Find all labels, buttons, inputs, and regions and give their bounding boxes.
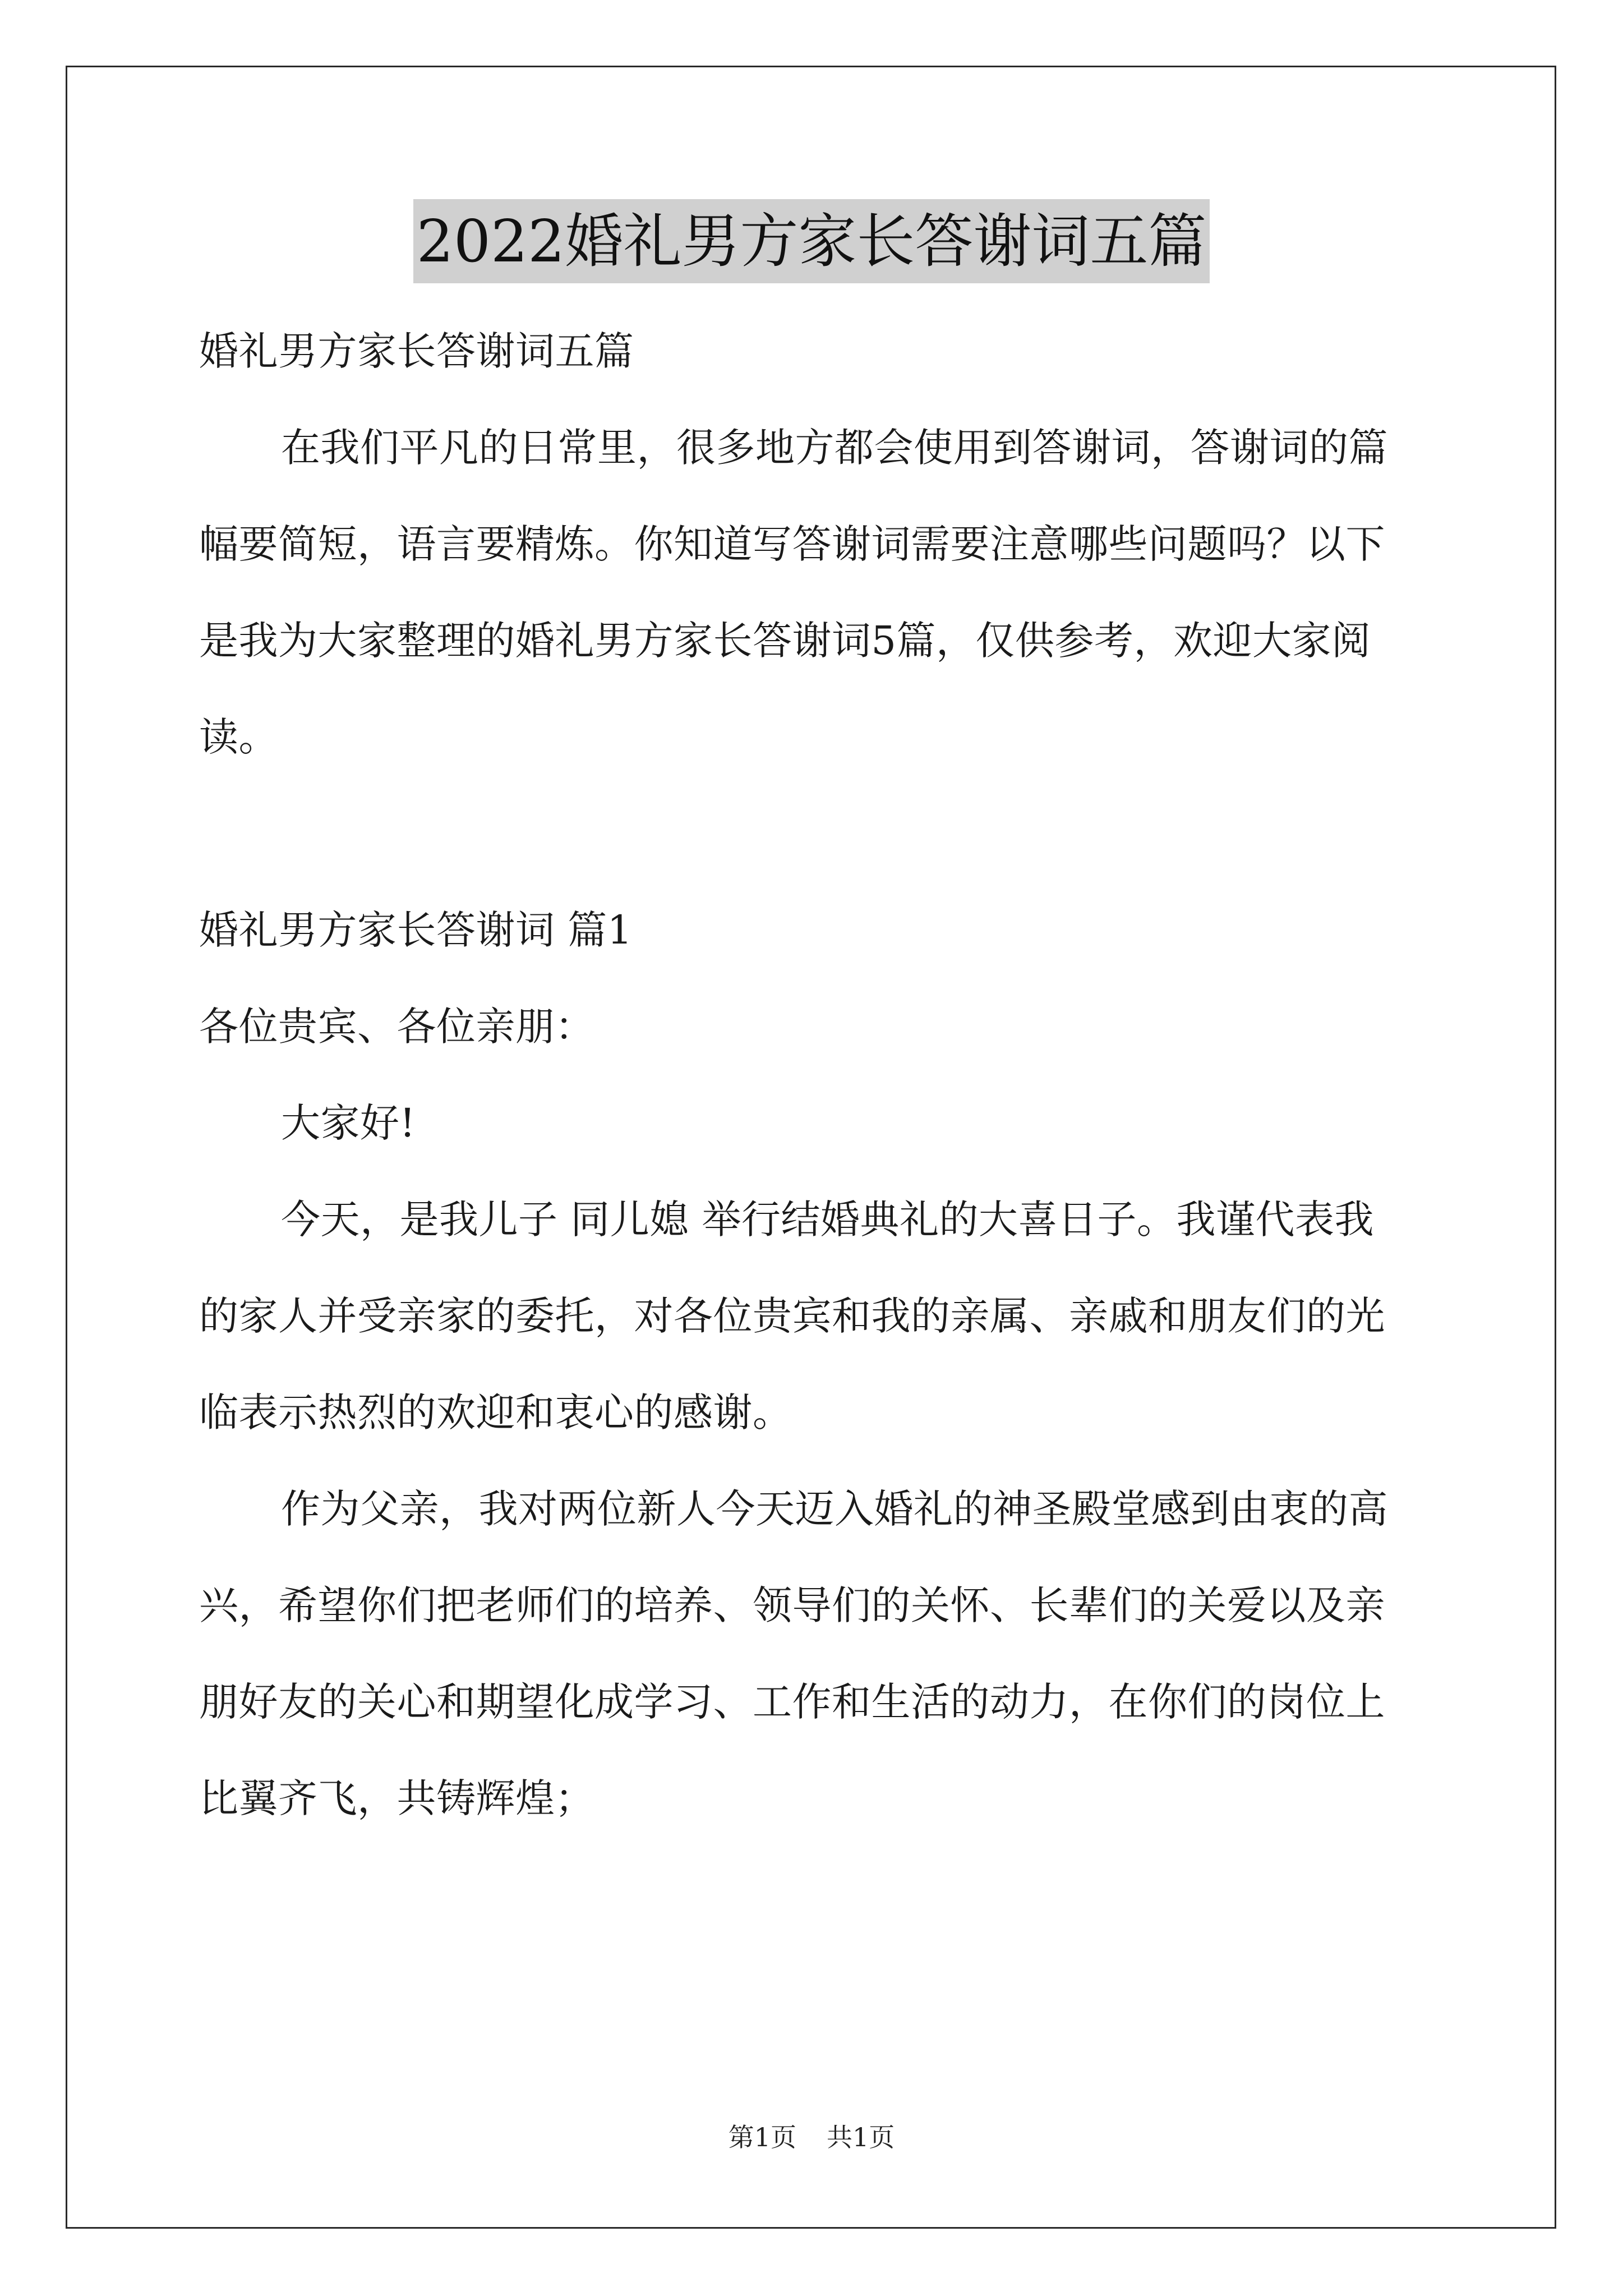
text-line: 比翼齐飞，共铸辉煌； <box>199 1775 594 1821</box>
text-line: 读。 <box>199 714 278 760</box>
title-container <box>0 199 1623 283</box>
text-line: 婚礼男方家长答谢词五篇 <box>199 328 634 374</box>
text-line: 大家好! <box>281 1100 416 1146</box>
text-line: 的家人并受亲家的委托，对各位贵宾和我的亲属、亲戚和朋友们的光 <box>199 1293 1385 1339</box>
text-line: 在我们平凡的日常里，很多地方都会使用到答谢词，答谢词的篇 <box>281 425 1388 471</box>
page-footer <box>0 2120 1623 2154</box>
text-line: 作为父亲，我对两位新人今天迈入婚礼的神圣殿堂感到由衷的高 <box>281 1486 1388 1532</box>
text-line: 幅要简短，语言要精炼。你知道写答谢词需要注意哪些问题吗？以下 <box>199 521 1385 567</box>
text-line: 朋好友的关心和期望化成学习、工作和生活的动力，在你们的岗位上 <box>199 1679 1385 1725</box>
text-line: 是我为大家整理的婚礼男方家长答谢词5篇，仅供参考，欢迎大家阅 <box>199 618 1371 664</box>
text-line: 兴，希望你们把老师们的培养、领导们的关怀、长辈们的关爱以及亲 <box>199 1582 1385 1628</box>
page-number-total: 共1页 <box>827 2122 895 2152</box>
paragraph-gap <box>199 785 1433 882</box>
text-line: 各位贵宾、各位亲朋： <box>199 1004 594 1050</box>
text-line: 婚礼男方家长答谢词 篇1 <box>199 907 633 953</box>
document-title: 2022婚礼男方家长答谢词五篇 <box>413 199 1210 283</box>
text-line: 临表示热烈的欢迎和衷心的感谢。 <box>199 1389 792 1435</box>
page-number-current: 第1页 <box>728 2122 796 2152</box>
document-body <box>199 303 1433 1847</box>
text-line: 今天，是我儿子 同儿媳 举行结婚典礼的大喜日子。我谨代表我 <box>281 1197 1375 1243</box>
